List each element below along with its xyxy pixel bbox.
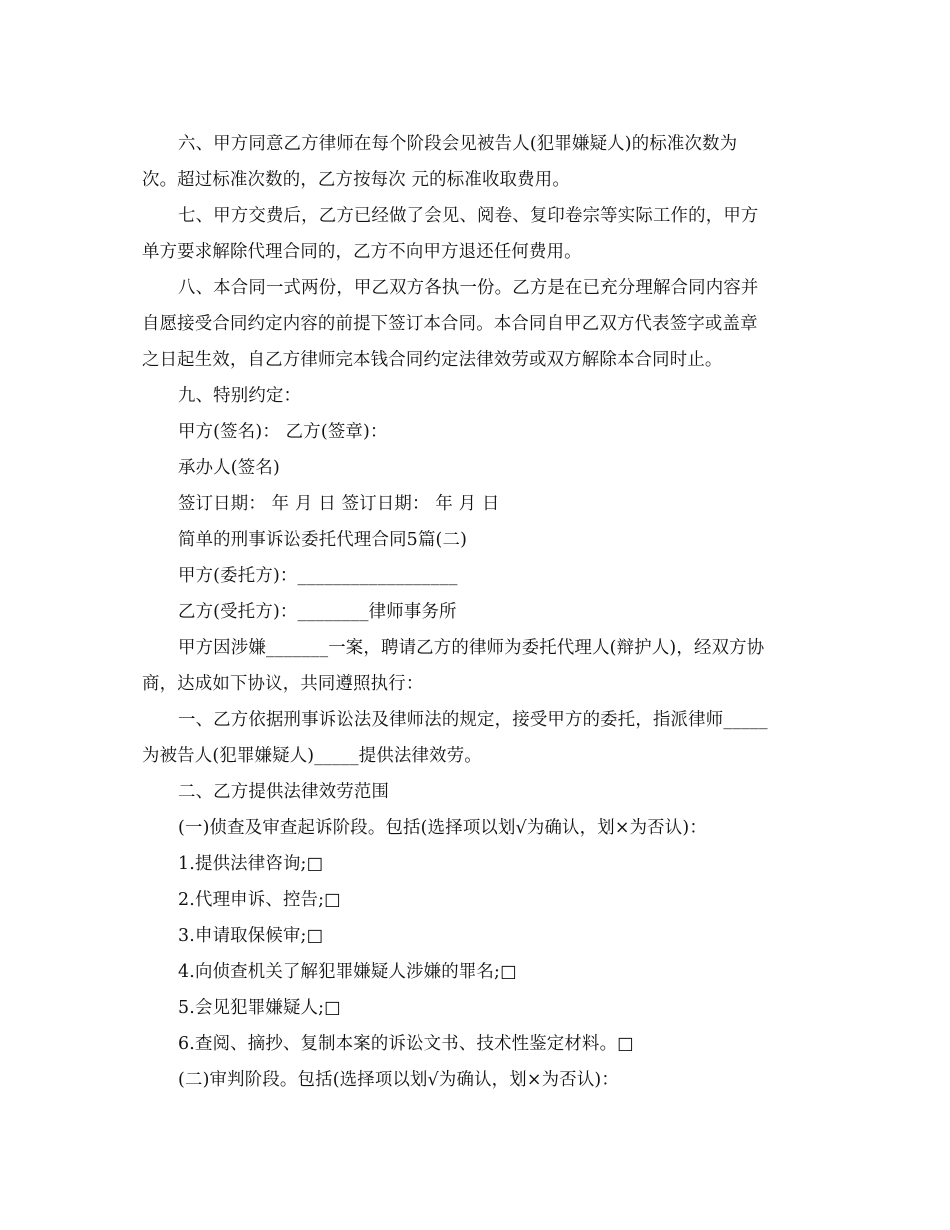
paragraph-line-clause-9: 九、特别约定：	[178, 386, 302, 406]
paragraph-line-article-1: 一、乙方依据刑事诉讼法及律师法的规定，接受甲方的委托，指派律师_____	[178, 710, 768, 730]
checklist-item-6: 6.查阅、摘抄、复制本案的诉讼文书、技术性鉴定材料。□	[178, 1034, 634, 1054]
checklist-item-4: 4.向侦查机关了解犯罪嫌疑人涉嫌的罪名;□	[178, 962, 517, 982]
signature-line-parties: 甲方(签名)： 乙方(签章)：	[178, 422, 388, 442]
party-b-line: 乙方(受托方)：________律师事务所	[178, 602, 457, 622]
paragraph-line-clause-7-cont: 单方要求解除代理合同的，乙方不向甲方退还任何费用。	[142, 242, 582, 262]
signature-line-handler: 承办人(签名)	[178, 458, 280, 478]
paragraph-line-intro: 甲方因涉嫌_______一案，聘请乙方的律师为委托代理人(辩护人)，经双方协	[178, 638, 765, 658]
checklist-item-3: 3.申请取保候审;□	[178, 926, 324, 946]
paragraph-line-intro-cont: 商，达成如下协议，共同遵照执行：	[142, 674, 424, 694]
party-a-line: 甲方(委托方)：__________________	[178, 566, 458, 586]
paragraph-line-clause-7: 七、甲方交费后，乙方已经做了会见、阅卷、复印卷宗等实际工作的，甲方	[178, 206, 759, 226]
checklist-item-5: 5.会见犯罪嫌疑人;□	[178, 998, 341, 1018]
paragraph-line-clause-8-cont-1: 自愿接受合同约定内容的前提下签订本合同。本合同自甲乙双方代表签字或盖章	[142, 314, 758, 334]
signing-date-line: 签订日期： 年 月 日 签订日期： 年 月 日	[178, 494, 500, 514]
paragraph-line-article-2: 二、乙方提供法律效劳范围	[178, 782, 390, 802]
document-body	[142, 126, 810, 1098]
paragraph-line-clause-8: 八、本合同一式两份，甲乙双方各执一份。乙方是在已充分理解合同内容并	[178, 278, 759, 298]
subsection-investigation: (一)侦查及审查起诉阶段。包括(选择项以划√为确认，划×为否认)：	[178, 818, 707, 838]
paragraph-line-clause-6: 六、甲方同意乙方律师在每个阶段会见被告人(犯罪嫌疑人)的标准次数为	[178, 134, 738, 154]
paragraph-line-article-1-cont: 为被告人(犯罪嫌疑人)_____提供法律效劳。	[142, 746, 482, 766]
paragraph-line-clause-6-cont: 次。超过标准次数的，乙方按每次 元的标准收取费用。	[142, 170, 570, 190]
checklist-item-2: 2.代理申诉、控告;□	[178, 890, 341, 910]
paragraph-line-clause-8-cont-2: 之日起生效，自乙方律师完本钱合同约定法律效劳或双方解除本合同时止。	[142, 350, 723, 370]
section-title: 简单的刑事诉讼委托代理合同5篇(二)	[178, 530, 468, 550]
checklist-item-1: 1.提供法律咨询;□	[178, 854, 324, 874]
subsection-trial: (二)审判阶段。包括(选择项以划√为确认，划×为否认)：	[178, 1070, 619, 1090]
